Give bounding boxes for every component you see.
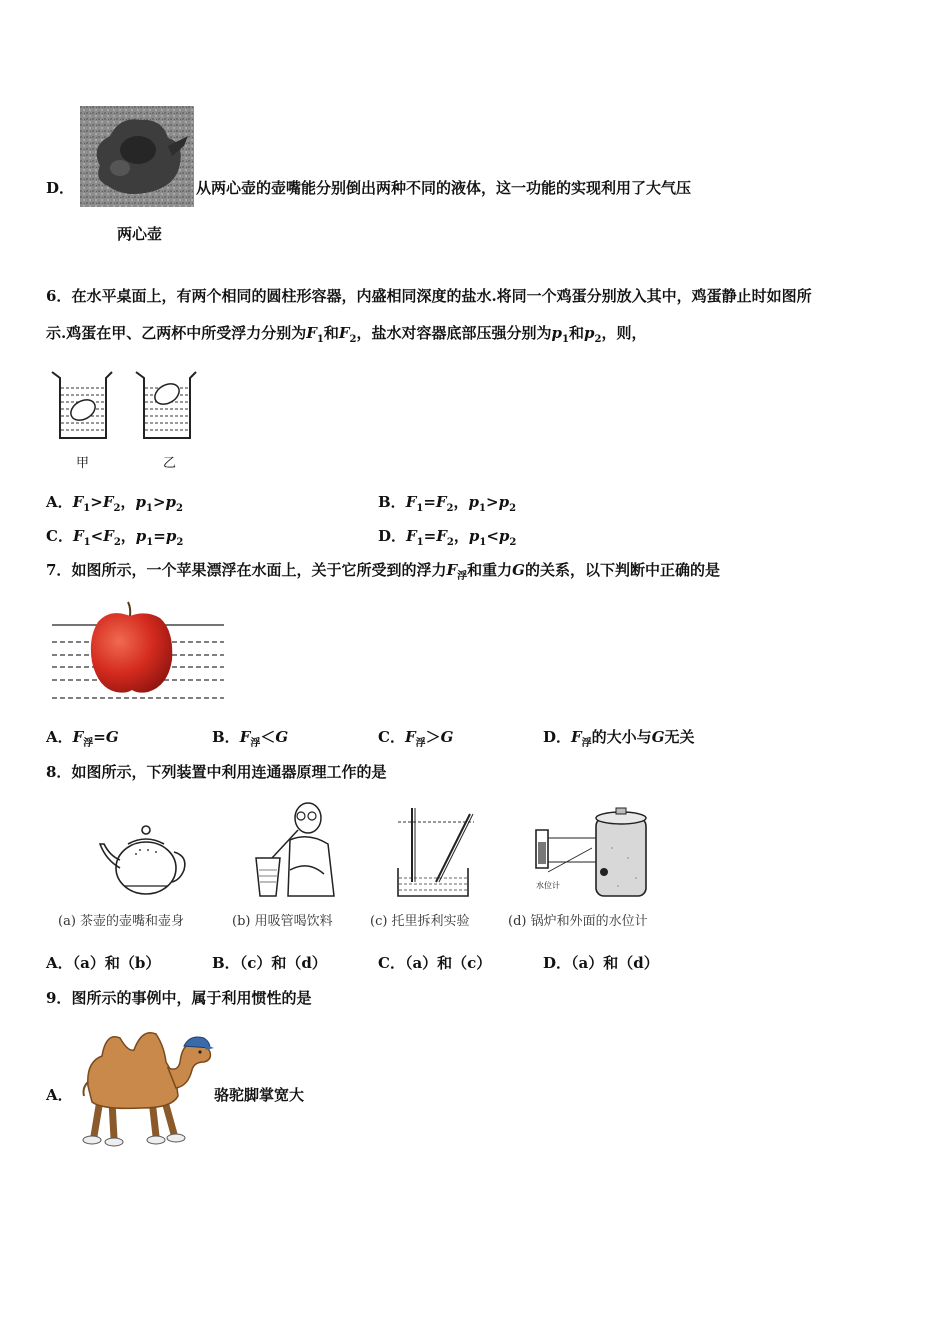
two-heart-pot-caption: 两心壶 bbox=[117, 225, 163, 243]
apple-stem bbox=[128, 602, 130, 616]
q8-option-c[interactable]: C．（a）和（c） bbox=[378, 954, 492, 972]
q6-option-c[interactable]: C．$F_1<F_2$，$p_1=p_2$ bbox=[46, 527, 184, 548]
caption-a: (a) 茶壶的壶嘴和壶身 bbox=[58, 914, 185, 929]
q6-stem-line2: 示.鸡蛋在甲、乙两杯中所受浮力分别为$F_1$和$F_2$，盐水对容器底部压强分别为$p_1$和$p_2$，则， bbox=[46, 324, 647, 345]
q7-stem: 7．如图所示，一个苹果漂浮在水面上，关于它所受到的浮力$F_浮$和重力G的关系，以下判断中正确的是 bbox=[46, 561, 720, 582]
caption-d: (d) 锅炉和外面的水位计 bbox=[508, 914, 648, 929]
q9-option-a-label[interactable]: A． bbox=[46, 1086, 73, 1104]
q6-option-d[interactable]: D．$F_1=F_2$，$p_1<p_2$ bbox=[378, 527, 517, 548]
beaker-jia-figure bbox=[50, 370, 114, 442]
egg-yi bbox=[151, 380, 183, 409]
water-gauge-label: 水位计 bbox=[536, 881, 560, 890]
beaker-jia-label: 甲 bbox=[76, 456, 90, 471]
camel-image bbox=[82, 1022, 214, 1148]
q7-number: 7． bbox=[46, 561, 72, 579]
q8-option-a[interactable]: A．（a）和（b） bbox=[46, 954, 161, 972]
beaker-yi-label: 乙 bbox=[163, 456, 177, 471]
beaker-yi-figure bbox=[134, 370, 198, 442]
q6-option-a[interactable]: A．$F_1>F_2$，$p_1>p_2$ bbox=[46, 493, 183, 514]
q8-option-d[interactable]: D．（a）和（d） bbox=[543, 954, 659, 972]
q6-stem-line1 bbox=[46, 286, 812, 306]
straw-drinking-figure bbox=[250, 800, 342, 900]
q8-number: 8． bbox=[46, 763, 72, 781]
q9-stem: 9．图所示的事例中，属于利用惯性的是 bbox=[46, 989, 312, 1007]
q9-number: 9． bbox=[46, 989, 72, 1007]
q7-option-d[interactable]: D．$F_浮$的大小与G无关 bbox=[543, 728, 695, 749]
caption-b: (b) 用吸管喝饮料 bbox=[232, 914, 333, 929]
q7-option-b[interactable]: B．$F_浮<G$ bbox=[212, 728, 289, 749]
q7-option-c[interactable]: C．$F_浮>G$ bbox=[378, 728, 454, 749]
apple bbox=[91, 613, 172, 693]
two-heart-pot-image bbox=[80, 106, 194, 207]
teapot-figure bbox=[96, 822, 188, 898]
floating-apple-figure bbox=[50, 600, 226, 708]
torricelli-figure bbox=[394, 806, 478, 900]
q9-option-a-text[interactable]: 骆驼脚掌宽大 bbox=[214, 1086, 305, 1104]
q7-option-a[interactable]: A．$F_浮=G$ bbox=[46, 728, 119, 749]
caption-c: (c) 托里拆利实验 bbox=[370, 914, 470, 929]
q6-text-line1: 在水平桌面上，有两个相同的圆柱形容器，内盛相同深度的盐水.将同一个鸡蛋分别放入其中，鸡蛋静止时如图所 bbox=[71, 287, 812, 305]
q8-stem: 8．如图所示，下列装置中利用连通器原理工作的是 bbox=[46, 763, 387, 781]
q5-option-d-text: 从两心壶的壶嘴能分别倒出两种不同的液体，这一功能的实现利用了大气压 bbox=[196, 179, 692, 197]
q6-option-b[interactable]: B．$F_1=F_2$，$p_1>p_2$ bbox=[378, 493, 517, 514]
q5-option-d-label: D． bbox=[46, 179, 75, 197]
q8-option-b[interactable]: B．（c）和（d） bbox=[212, 954, 327, 972]
q6-number: 6． bbox=[46, 287, 72, 305]
egg-jia bbox=[67, 396, 99, 425]
